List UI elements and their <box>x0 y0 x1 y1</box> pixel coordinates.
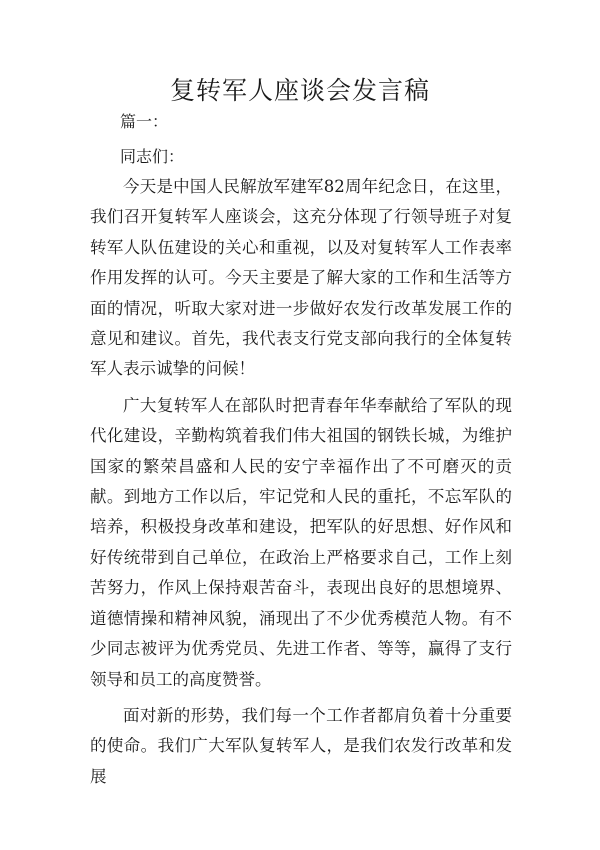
document-title: 复转军人座谈会发言稿 <box>169 76 430 105</box>
section-label: 篇一： <box>120 112 169 131</box>
paragraph: 面对新的形势，我们每一个工作者都肩负着十分重要的使命。我们广大军队复转军人，是我们农发行改革和发展 <box>90 705 512 786</box>
greeting: 同志们： <box>120 147 185 166</box>
paragraph: 今天是中国人民解放军建军82周年纪念日，在这里，我们召开复转军人座谈会，这充分体现了行领导班子对复转军人队伍建设的关心和重视，以及对复转军人工作表率作用发挥的认可。今天主要是了解大家的工作和生活等方面的情况，听取大家对进一步做好农发行改革发展工作的意见和建议。首先，我代表支行党支部向我行的全体复转军人表示诚挚的问候！ <box>90 177 512 379</box>
document-body <box>90 172 512 798</box>
paragraph: 广大复转军人在部队时把青春年华奉献给了军队的现代化建设，辛勤构筑着我们伟大祖国的钢铁长城，为维护国家的繁荣昌盛和人民的安宁幸福作出了不可磨灭的贡献。到地方工作以后，牢记党和人民的重托，不忘军队的培养，积极投身改革和建设，把军队的好思想、好作风和好传统带到自己单位，在政治上严格要求自己，工作上刻苦努力，作风上保持艰苦奋斗，表现出良好的思想境界、道德情操和精神风貌，涌现出了不少优秀模范人物。有不少同志被评为优秀党员、先进工作者、等等，赢得了支行领导和员工的高度赞誉。 <box>90 395 512 689</box>
